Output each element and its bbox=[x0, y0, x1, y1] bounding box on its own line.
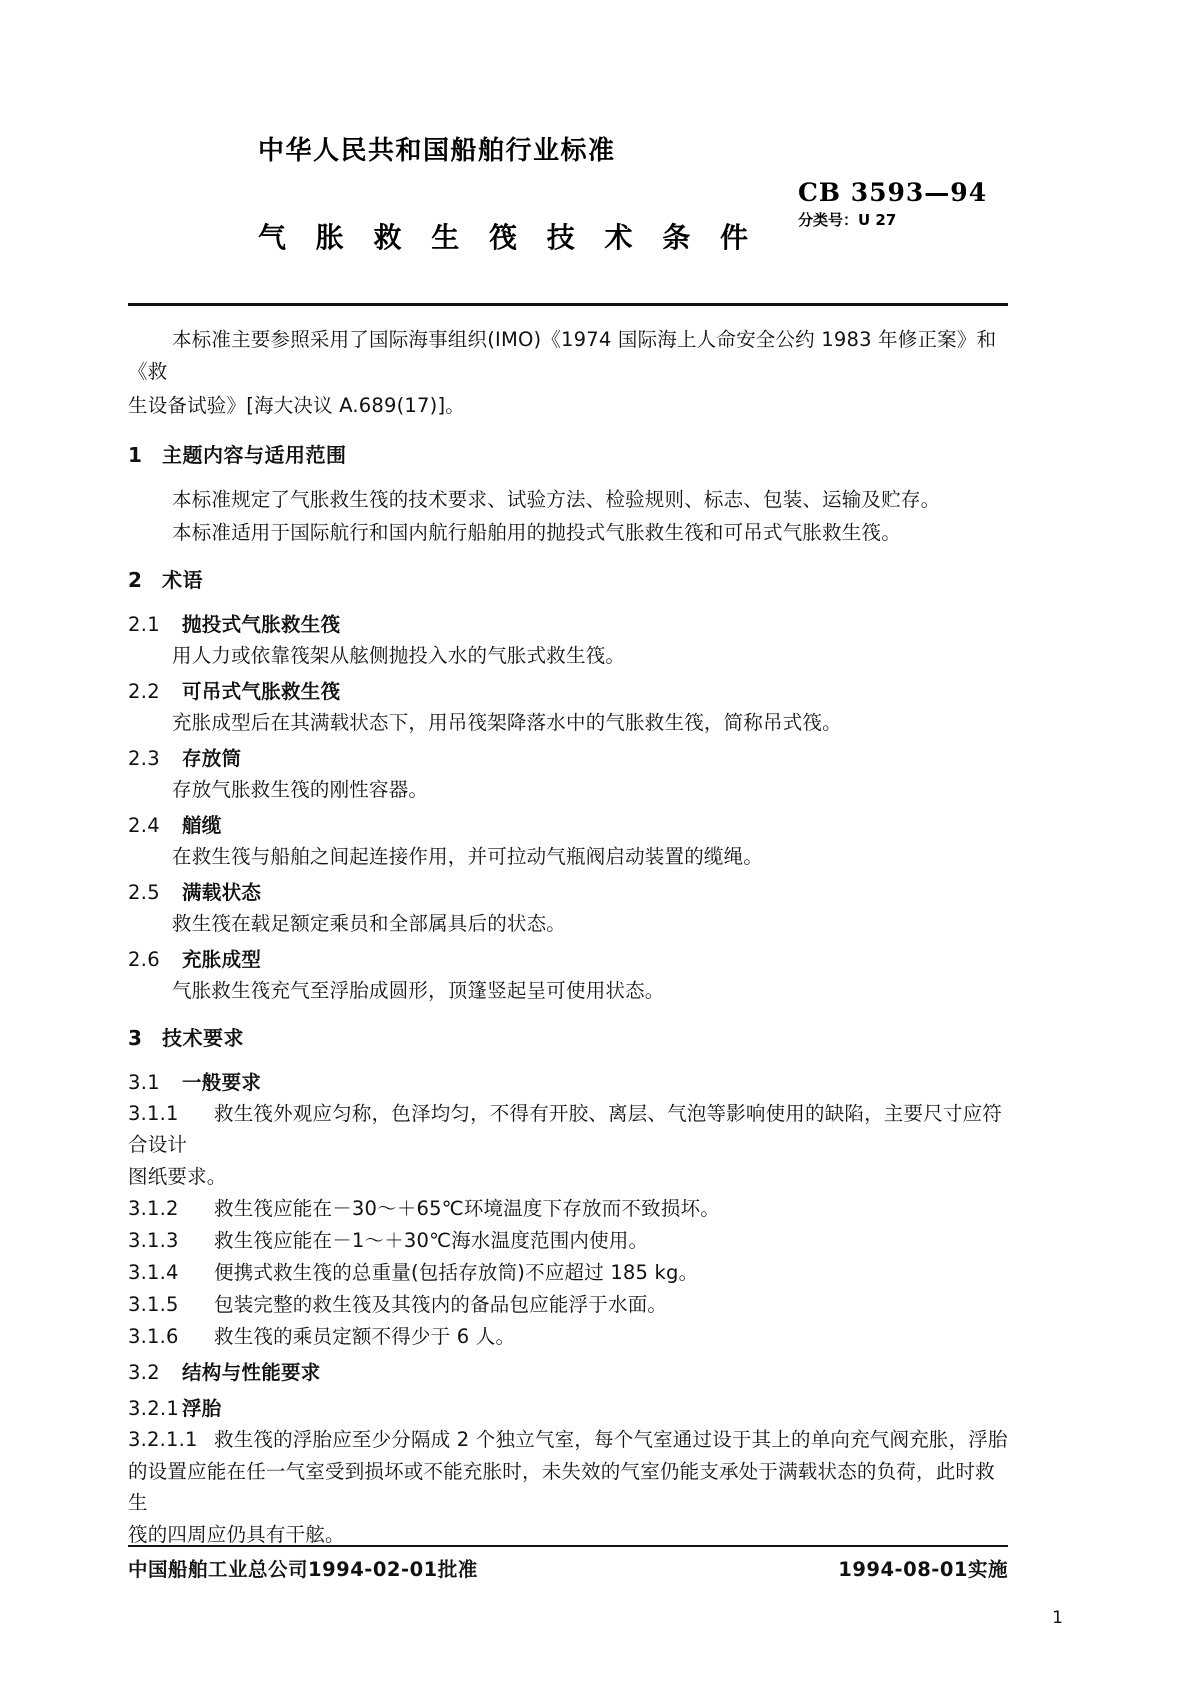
subsection-3-2-1-title: 浮胎 bbox=[182, 1397, 222, 1420]
masthead bbox=[128, 0, 1008, 305]
clause-3-2-1-1 bbox=[128, 1424, 1008, 1455]
clause-3-1-1 bbox=[128, 1098, 1008, 1160]
page-number: 1 bbox=[1052, 1608, 1063, 1628]
clause-3-1-3-number: 3.1.3 bbox=[128, 1229, 179, 1252]
clause-3-1-5 bbox=[128, 1289, 1008, 1320]
approval-authority: 中国船舶工业总公司1994-02-01批准 bbox=[128, 1558, 478, 1581]
subsection-3-1-number: 3.1 bbox=[128, 1071, 160, 1094]
clause-3-1-5-number: 3.1.5 bbox=[128, 1293, 179, 1316]
term-2-2-title: 可吊式气胀救生筏 bbox=[182, 680, 341, 703]
term-2-4-body: 在救生筏与船舶之间起连接作用，并可拉动气瓶阀启动装置的缆绳。 bbox=[172, 845, 764, 868]
term-2-1-heading bbox=[128, 609, 1008, 640]
term-2-5-number: 2.5 bbox=[128, 881, 160, 904]
clause-3-2-1-1-line-2: 的设置应能在任一气室受到损坏或不能充胀时，未失效的气室仍能支承处于满载状态的负荷，此时救生 bbox=[128, 1460, 995, 1514]
clause-3-1-6-number: 3.1.6 bbox=[128, 1325, 179, 1348]
foreword-line-1: 本标准主要参照采用了国际海事组织(IMO)《1974 国际海上人命安全公约 1983 年修正案》和《救 bbox=[128, 328, 997, 383]
term-2-5-body: 救生筏在载足额定乘员和全部属具后的状态。 bbox=[172, 912, 567, 935]
subsection-3-2-1-heading bbox=[128, 1393, 1008, 1424]
term-2-2-body: 充胀成型后在其满载状态下，用吊筏架降落水中的气胀救生筏，简称吊式筏。 bbox=[172, 711, 842, 734]
term-2-2-heading bbox=[128, 676, 1008, 707]
term-2-6-number: 2.6 bbox=[128, 948, 160, 971]
standard-number-block bbox=[798, 178, 1008, 230]
term-2-1-number: 2.1 bbox=[128, 613, 160, 636]
section-3-heading bbox=[128, 1023, 1008, 1054]
clause-3-2-1-1-line-1: 救生筏的浮胎应至少分隔成 2 个独立气室，每个气室通过设于其上的单向充气阀充胀，浮胎 bbox=[214, 1428, 1008, 1451]
organization-title: 中华人民共和国船舶行业标准 bbox=[258, 136, 616, 166]
page-footer bbox=[128, 1554, 1008, 1582]
standard-classification: 分类号：U 27 bbox=[798, 211, 897, 229]
document-title: 气 胀 救 生 筏 技 术 条 件 bbox=[258, 221, 758, 254]
clause-3-1-3-text: 救生筏应能在－1～＋30℃海水温度范围内使用。 bbox=[214, 1229, 649, 1252]
clause-3-1-2 bbox=[128, 1193, 1008, 1224]
term-2-1-body: 用人力或依靠筏架从舷侧抛投入水的气胀式救生筏。 bbox=[172, 644, 626, 667]
clause-3-2-1-1-number: 3.2.1.1 bbox=[128, 1428, 198, 1451]
clause-3-1-3 bbox=[128, 1225, 1008, 1256]
foreword-line-2: 生设备试验》[海大决议 A.689(17)]。 bbox=[128, 394, 465, 417]
term-2-1-title: 抛投式气胀救生筏 bbox=[182, 613, 341, 636]
term-2-4-heading bbox=[128, 810, 1008, 841]
section-2-heading bbox=[128, 565, 1008, 596]
clause-3-1-1-continuation: 图纸要求。 bbox=[128, 1165, 227, 1188]
section-1-title: 主题内容与适用范围 bbox=[162, 443, 347, 467]
subsection-3-2-title: 结构与性能要求 bbox=[182, 1361, 321, 1384]
clause-3-1-1-text: 救生筏外观应匀称，色泽均匀，不得有开胶、离层、气泡等影响使用的缺陷，主要尺寸应符合设计 bbox=[128, 1102, 1003, 1156]
section-3-title: 技术要求 bbox=[162, 1026, 244, 1050]
term-2-3-heading bbox=[128, 743, 1008, 774]
term-2-6-title: 充胀成型 bbox=[182, 948, 262, 971]
term-2-5-title: 满载状态 bbox=[182, 881, 262, 904]
foreword bbox=[128, 324, 1008, 422]
subsection-3-2-heading bbox=[128, 1357, 1008, 1388]
document-body bbox=[128, 316, 1008, 1551]
clause-3-1-4-text: 便携式救生筏的总重量(包括存放筒)不应超过 185 kg。 bbox=[214, 1261, 699, 1284]
term-2-4-title: 艏缆 bbox=[182, 814, 222, 837]
footer-divider bbox=[128, 1545, 1008, 1547]
clause-3-1-6 bbox=[128, 1321, 1008, 1352]
term-2-6-body: 气胀救生筏充气至浮胎成圆形，顶篷竖起呈可使用状态。 bbox=[172, 979, 665, 1002]
clause-3-2-1-1-line-3: 筏的四周应仍具有干舷。 bbox=[128, 1523, 345, 1546]
section-1-paragraph-1: 本标准规定了气胀救生筏的技术要求、试验方法、检验规则、标志、包装、运输及贮存。 bbox=[172, 488, 941, 511]
term-2-3-body: 存放气胀救生筏的刚性容器。 bbox=[172, 778, 429, 801]
subsection-3-2-number: 3.2 bbox=[128, 1361, 160, 1384]
clause-3-1-2-text: 救生筏应能在－30～＋65℃环境温度下存放而不致损坏。 bbox=[214, 1197, 720, 1220]
subsection-3-2-1-number: 3.2.1 bbox=[128, 1397, 180, 1420]
clause-3-1-5-text: 包装完整的救生筏及其筏内的备品包应能浮于水面。 bbox=[214, 1293, 668, 1316]
section-1-paragraph-2: 本标准适用于国际航行和国内航行船舶用的抛投式气胀救生筏和可吊式气胀救生筏。 bbox=[172, 521, 901, 544]
clause-3-1-6-text: 救生筏的乘员定额不得少于 6 人。 bbox=[214, 1325, 516, 1348]
term-2-6-heading bbox=[128, 944, 1008, 975]
subsection-3-1-heading bbox=[128, 1067, 1008, 1098]
term-2-2-number: 2.2 bbox=[128, 680, 160, 703]
clause-3-1-1-number: 3.1.1 bbox=[128, 1102, 179, 1125]
section-1-number: 1 bbox=[128, 443, 143, 467]
implementation-date: 1994-08-01实施 bbox=[838, 1558, 1008, 1581]
clause-3-1-4 bbox=[128, 1257, 1008, 1288]
term-2-5-heading bbox=[128, 877, 1008, 908]
term-2-3-title: 存放筒 bbox=[182, 747, 242, 770]
subsection-3-1-title: 一般要求 bbox=[182, 1071, 262, 1094]
clause-3-1-4-number: 3.1.4 bbox=[128, 1261, 179, 1284]
masthead-area bbox=[128, 0, 1008, 305]
section-2-number: 2 bbox=[128, 568, 143, 592]
section-1-heading bbox=[128, 440, 1008, 471]
section-3-number: 3 bbox=[128, 1026, 143, 1050]
clause-3-1-2-number: 3.1.2 bbox=[128, 1197, 179, 1220]
standard-number: CB 3593—94 bbox=[798, 178, 988, 207]
header-divider bbox=[128, 303, 1008, 306]
section-2-title: 术语 bbox=[162, 568, 203, 592]
term-2-3-number: 2.3 bbox=[128, 747, 160, 770]
term-2-4-number: 2.4 bbox=[128, 814, 160, 837]
